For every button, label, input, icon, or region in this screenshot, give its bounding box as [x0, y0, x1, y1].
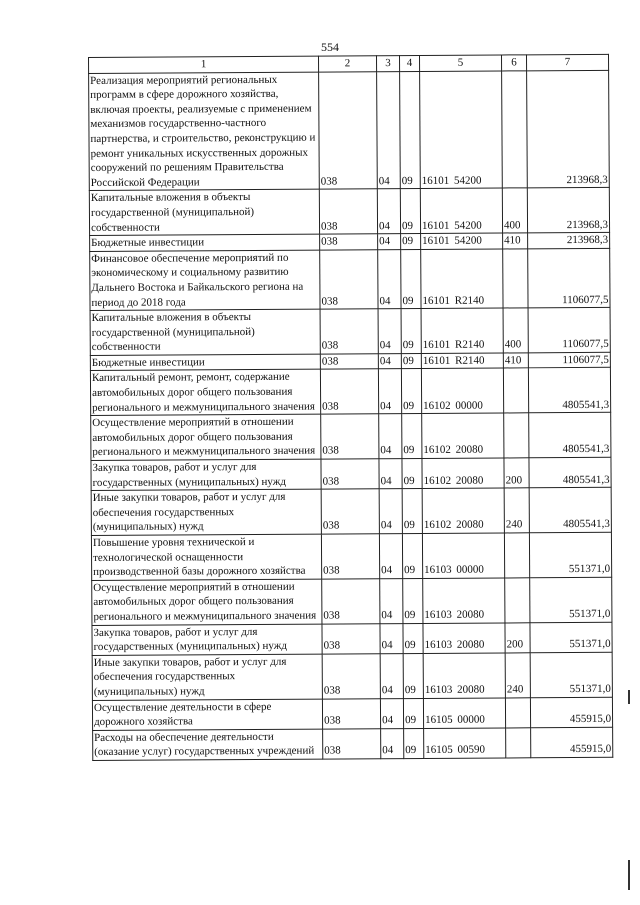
- subsection-code: 09: [403, 623, 423, 653]
- amount: 1106077,5: [528, 248, 610, 308]
- expense-type-code: [504, 533, 529, 578]
- table-row: [90, 368, 610, 416]
- amount: 455915,0: [531, 727, 613, 758]
- section-code: 04: [380, 578, 403, 623]
- expense-name: Финансовое обеспечение мероприятий по экономическому и социальному развитию Дальнего Востока и Байкальского региона на период до 2018 года: [90, 250, 320, 311]
- section-code: 04: [380, 623, 403, 653]
- section-code: 04: [379, 459, 402, 489]
- expense-name: Бюджетные инвестиции: [90, 354, 320, 371]
- section-code: 04: [379, 534, 402, 579]
- table-row: [89, 70, 610, 191]
- section-code: 04: [381, 728, 404, 758]
- column-header: 7: [526, 54, 608, 70]
- column-header: 2: [318, 56, 376, 72]
- expense-type-code: [505, 697, 530, 727]
- ministry-code: 038: [321, 414, 379, 459]
- expense-name: Осуществление мероприятий в отношении автомобильных дорог общего пользования регионального и межмуниципального значения: [91, 414, 321, 460]
- expense-name: Реализация мероприятий региональных программ в сфере дорожного хозяйства, включая проекты, реализуемые с применением механизмов государственно-частного партнерства, и строительство, реконструкцию и ремонт уникальных искусственных дорожных сооружений по решениям Правительства Российской Федерации: [89, 72, 320, 191]
- subsection-code: 09: [402, 458, 422, 488]
- table-row: [91, 413, 611, 461]
- amount: 1106077,5: [528, 307, 610, 352]
- column-header: 6: [501, 55, 526, 71]
- ministry-code: 038: [321, 459, 379, 490]
- subsection-code: 09: [403, 578, 423, 623]
- table-row: [89, 188, 609, 236]
- expense-name: Иные закупки товаров, работ и услуг для обеспечения государственных (муниципальных) нужд: [92, 654, 322, 700]
- table-row: [92, 697, 612, 730]
- column-header: 4: [399, 55, 419, 71]
- scan-edge-mark: [628, 690, 630, 704]
- expense-type-code: [506, 728, 531, 758]
- table-row: [92, 577, 612, 625]
- expense-name: Осуществление деятельности в сфере дорожного хозяйства: [92, 699, 322, 731]
- ministry-code: 038: [320, 309, 378, 354]
- subsection-code: 09: [401, 249, 421, 308]
- section-code: 04: [378, 309, 401, 354]
- ministry-code: 038: [319, 71, 378, 189]
- scan-edge-mark: [628, 860, 630, 890]
- expense-type-code: [504, 413, 529, 458]
- ministry-code: 038: [322, 698, 380, 729]
- expense-name: Капитальные вложения в объекты государственной (муниципальной) собственности: [89, 189, 319, 235]
- target-article-code: 16101 54200: [420, 71, 503, 189]
- section-code: 04: [378, 234, 401, 250]
- ministry-code: 038: [320, 369, 378, 414]
- expense-type-code: [505, 578, 530, 623]
- expense-type-code: 410: [503, 353, 528, 369]
- target-article-code: 16102 20080: [422, 488, 504, 533]
- subsection-code: 09: [400, 71, 421, 189]
- expense-type-code: 240: [505, 653, 530, 698]
- subsection-code: 09: [403, 653, 423, 698]
- target-article-code: 16103 20080: [423, 653, 505, 698]
- expense-type-code: 410: [503, 233, 528, 249]
- section-code: 04: [377, 71, 401, 189]
- amount: 551371,0: [530, 577, 612, 622]
- expense-type-code: [503, 249, 528, 309]
- budget-table: [88, 54, 613, 761]
- subsection-code: 09: [403, 698, 423, 728]
- expense-type-code: 400: [502, 188, 527, 233]
- table-row: [91, 532, 611, 580]
- expense-type-code: 200: [505, 622, 530, 652]
- section-code: 04: [378, 369, 401, 414]
- expense-type-code: [502, 70, 528, 188]
- subsection-code: 09: [404, 728, 424, 758]
- table-row: [92, 652, 612, 700]
- column-header: 1: [89, 56, 319, 73]
- target-article-code: 16102 20080: [422, 413, 504, 458]
- amount: 551371,0: [530, 622, 612, 653]
- subsection-code: 09: [401, 309, 421, 354]
- ministry-code: 038: [322, 579, 380, 624]
- target-article-code: 16102 00000: [421, 368, 503, 413]
- column-header: 5: [419, 55, 501, 71]
- table-row: [91, 457, 611, 490]
- amount: 4805541,3: [529, 457, 611, 488]
- section-code: 04: [379, 414, 402, 459]
- subsection-code: 09: [401, 234, 421, 250]
- subsection-code: 09: [401, 353, 421, 369]
- expense-name: Закупка товаров, работ и услуг для государственных (муниципальных) нужд: [91, 459, 321, 491]
- table-row: [92, 622, 612, 655]
- page-number: 554: [321, 40, 339, 54]
- target-article-code: 16101 R2140: [421, 353, 503, 369]
- table-row: [90, 307, 610, 355]
- amount: 213968,3: [527, 188, 609, 233]
- ministry-code: 038: [322, 623, 380, 654]
- expense-name: Расходы на обеспечение деятельности (оказание услуг) государственных учреждений: [93, 729, 323, 761]
- target-article-code: 16103 00000: [422, 533, 504, 578]
- target-article-code: 16101 R2140: [421, 249, 503, 309]
- ministry-code: 038: [321, 489, 379, 534]
- expense-name: Иные закупки товаров, работ и услуг для обеспечения государственных (муниципальных) нужд: [91, 489, 321, 535]
- expense-name: Осуществление мероприятий в отношении автомобильных дорог общего пользования регионального и межмуниципального значения: [92, 579, 322, 625]
- subsection-code: 09: [402, 533, 422, 578]
- ministry-code: 038: [322, 653, 380, 698]
- expense-name: Капитальные вложения в объекты государственной (муниципальной) собственности: [90, 309, 320, 355]
- column-header: 3: [376, 56, 399, 72]
- target-article-code: 16103 20080: [423, 623, 505, 654]
- expense-type-code: 400: [503, 308, 528, 353]
- subsection-code: 09: [402, 414, 422, 459]
- ministry-code: 038: [320, 249, 378, 309]
- target-article-code: 16105 00590: [424, 728, 506, 759]
- amount: 455915,0: [530, 697, 612, 728]
- expense-name: Закупка товаров, работ и услуг для государственных (муниципальных) нужд: [92, 624, 322, 656]
- target-article-code: 16103 20080: [423, 578, 505, 623]
- expense-type-code: [503, 368, 528, 413]
- ministry-code: 038: [319, 189, 377, 234]
- expense-type-code: 240: [504, 488, 529, 533]
- target-article-code: 16101 54200: [421, 233, 503, 249]
- ministry-code: 038: [321, 534, 379, 579]
- amount: 213968,3: [528, 232, 610, 248]
- target-article-code: 16101 R2140: [421, 308, 503, 353]
- section-code: 04: [380, 653, 403, 698]
- target-article-code: 16101 54200: [420, 188, 502, 233]
- expense-name: Повышение уровня технической и технологической оснащенности производственной базы дорожного хозяйства: [91, 534, 321, 580]
- amount: 4805541,3: [529, 488, 611, 533]
- amount: 551371,0: [530, 652, 612, 697]
- amount: 4805541,3: [529, 413, 611, 458]
- ministry-code: 038: [320, 354, 378, 370]
- amount: 1106077,5: [528, 352, 610, 368]
- section-code: 04: [378, 249, 401, 309]
- expense-name: Капитальный ремонт, ремонт, содержание автомобильных дорог общего пользования регионального и межмуниципального значения: [90, 370, 320, 416]
- table-row: [91, 488, 611, 536]
- subsection-code: 09: [402, 489, 422, 534]
- table-row: [90, 248, 610, 311]
- ministry-code: 038: [320, 234, 378, 250]
- subsection-code: 09: [401, 369, 421, 414]
- section-code: 04: [377, 189, 400, 234]
- subsection-code: 09: [400, 189, 420, 234]
- target-article-code: 16102 20080: [422, 458, 504, 489]
- section-code: 04: [379, 489, 402, 534]
- table-row: [93, 727, 613, 760]
- section-code: 04: [380, 698, 403, 728]
- expense-type-code: 200: [504, 458, 529, 488]
- target-article-code: 16105 00000: [423, 697, 505, 728]
- ministry-code: 038: [323, 728, 381, 759]
- amount: 551371,0: [529, 532, 611, 577]
- amount: 4805541,3: [528, 368, 610, 413]
- amount: 213968,3: [527, 70, 610, 188]
- expense-name: Бюджетные инвестиции: [90, 234, 320, 251]
- section-code: 04: [378, 353, 401, 369]
